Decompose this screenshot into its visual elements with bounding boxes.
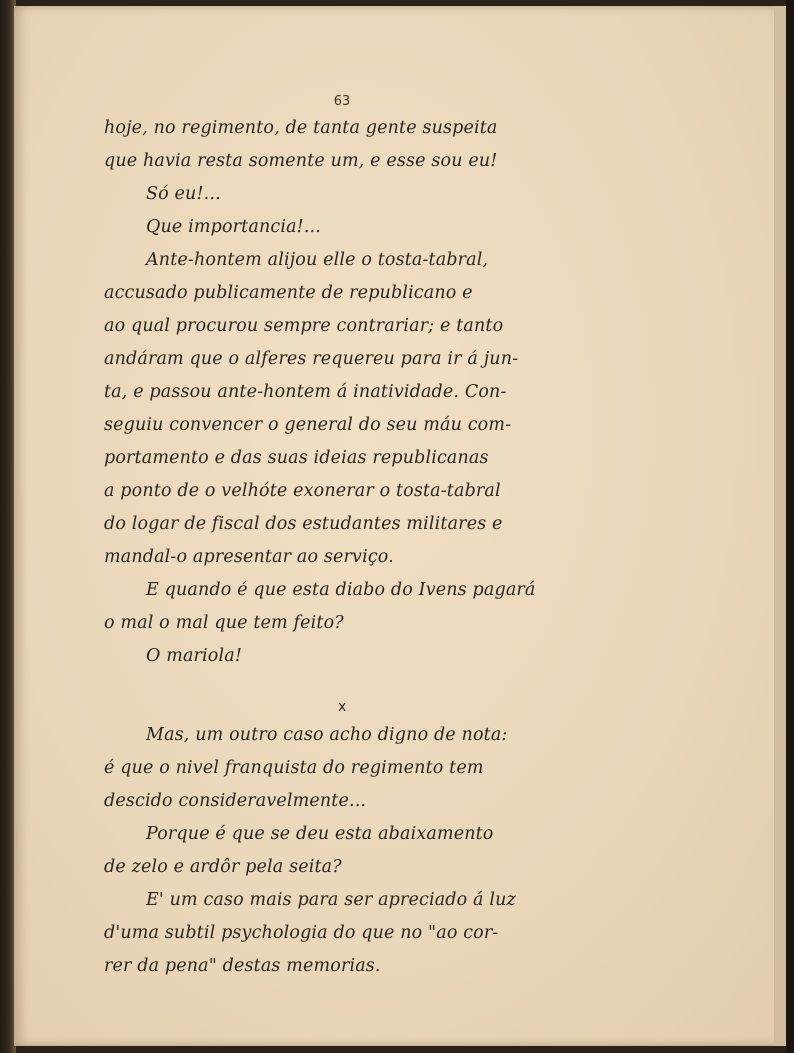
text-line: hoje, no regimento, de tanta gente suspeita: [104, 118, 498, 138]
book-binding-right: [786, 0, 794, 1053]
text-line: que havia resta somente um, e esse sou eu!: [104, 151, 498, 171]
text-line: seguiu convencer o general do seu máu com-: [104, 415, 512, 435]
text-line: do logar de fiscal dos estudantes militares e: [104, 514, 503, 534]
text-line: Só eu!...: [146, 184, 221, 204]
text-line: Que importancia!...: [146, 217, 321, 237]
text-line: mandal-o apresentar ao serviço.: [104, 547, 394, 567]
text-line: Porque é que se deu esta abaixamento: [146, 824, 494, 844]
text-line: descido consideravelmente...: [104, 791, 367, 811]
text-line: rer da pena" destas memorias.: [104, 956, 381, 976]
text-line: E quando é que esta diabo do Ivens pagará: [146, 580, 536, 600]
text-line: d'uma subtil psychologia do que no "ao cor-: [104, 923, 499, 943]
text-line: portamento e das suas ideias republicanas: [104, 448, 489, 468]
text-line: o mal o mal que tem feito?: [104, 613, 344, 633]
text-line: accusado publicamente de republicano e: [104, 283, 473, 303]
text-line: Ante-hontem alijou elle o tosta-tabral,: [146, 250, 489, 270]
text-line: é que o nivel franquista do regimento tem: [104, 758, 484, 778]
text-line: de zelo e ardôr pela seita?: [104, 857, 342, 877]
text-line: ta, e passou ante-hontem á inatividade. Con-: [104, 382, 507, 402]
handwritten-text-block: [104, 112, 604, 983]
section-separator-mark: x: [338, 699, 347, 715]
paragraph-gap: [104, 673, 604, 695]
text-line: a ponto de o velhóte exonerar o tosta-tabral: [104, 481, 501, 501]
text-line: andáram que o alferes requereu para ir á jun-: [104, 349, 519, 369]
page-stack-edge: [774, 6, 786, 1046]
text-line: ao qual procurou sempre contrariar; e tanto: [104, 316, 504, 336]
text-line: E' um caso mais para ser apreciado á luz: [146, 890, 516, 910]
page-number: 63: [333, 94, 351, 109]
text-line: O mariola!: [146, 646, 242, 666]
text-line: Mas, um outro caso acho digno de nota:: [146, 725, 508, 745]
